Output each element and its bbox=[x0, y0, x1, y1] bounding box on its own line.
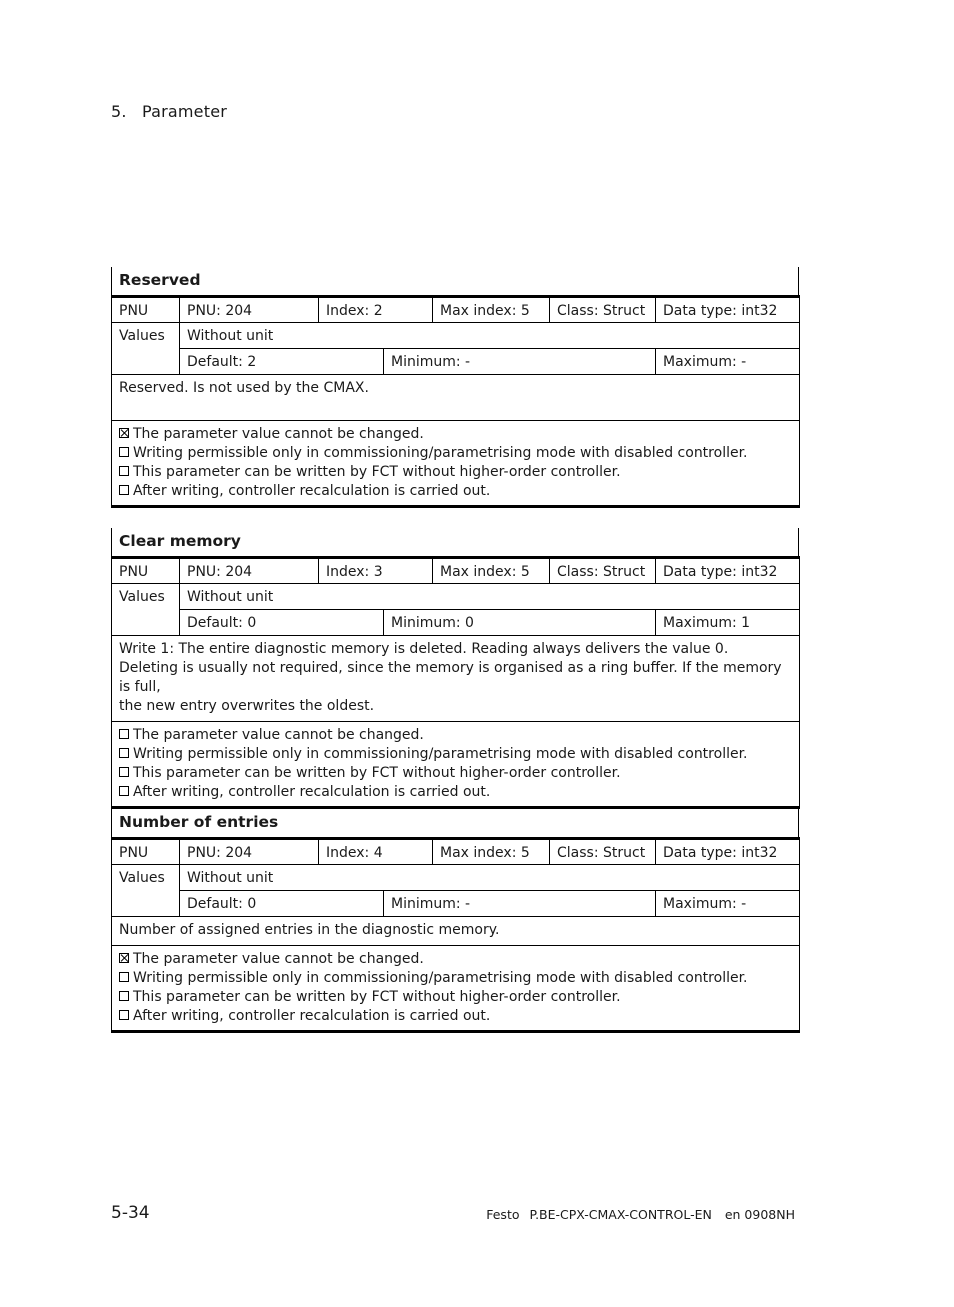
section-number: 5. bbox=[111, 102, 127, 121]
max-index-value: Max index: 5 bbox=[433, 297, 550, 323]
block-title: Clear memory bbox=[111, 528, 799, 556]
check-line bbox=[119, 950, 792, 969]
index-value: Index: 2 bbox=[319, 297, 433, 323]
pnu-label: PNU bbox=[112, 839, 180, 865]
document-id: P.BE-CPX-CMAX-CONTROL-EN bbox=[529, 1207, 712, 1222]
check-text: Writing permissible only in commissioning/parametrising mode with disabled controller. bbox=[133, 970, 748, 986]
unit-row bbox=[112, 865, 800, 891]
checkbox-icon bbox=[119, 767, 129, 777]
properties-row bbox=[112, 722, 800, 808]
check-text: The parameter value cannot be changed. bbox=[133, 426, 424, 442]
description-cell bbox=[112, 917, 800, 946]
checkbox-icon bbox=[119, 485, 129, 495]
edition: en 0908NH bbox=[724, 1207, 795, 1222]
properties-row bbox=[112, 946, 800, 1032]
check-text: The parameter value cannot be changed. bbox=[133, 951, 424, 967]
data-type-value: Data type: int32 bbox=[656, 297, 800, 323]
class-value: Class: Struct bbox=[550, 558, 656, 584]
parameter-block-clear-memory bbox=[111, 528, 799, 809]
check-line bbox=[119, 783, 792, 802]
minimum-value: Minimum: - bbox=[384, 891, 656, 917]
check-line bbox=[119, 969, 792, 988]
values-label: Values bbox=[112, 584, 180, 636]
check-line bbox=[119, 764, 792, 783]
checkbox-icon bbox=[119, 729, 129, 739]
class-value: Class: Struct bbox=[550, 839, 656, 865]
check-line bbox=[119, 726, 792, 745]
pnu-row bbox=[112, 297, 800, 323]
unit-value: Without unit bbox=[180, 323, 800, 349]
page-number: 5-34 bbox=[111, 1203, 150, 1223]
check-line bbox=[119, 425, 792, 444]
checkbox-icon bbox=[119, 972, 129, 982]
description-line: Write 1: The entire diagnostic memory is deleted. Reading always delivers the value 0. bbox=[119, 641, 729, 657]
pnu-value: PNU: 204 bbox=[180, 558, 319, 584]
check-text: The parameter value cannot be changed. bbox=[133, 727, 424, 743]
parameter-block-reserved bbox=[111, 267, 799, 508]
maximum-value: Maximum: 1 bbox=[656, 610, 800, 636]
index-value: Index: 4 bbox=[319, 839, 433, 865]
description-cell bbox=[112, 375, 800, 421]
check-line bbox=[119, 444, 792, 463]
check-text: After writing, controller recalculation is carried out. bbox=[133, 1008, 491, 1024]
parameter-block-number-of-entries bbox=[111, 809, 799, 1033]
document-reference bbox=[480, 1207, 795, 1222]
checkbox-icon bbox=[119, 466, 129, 476]
section-title: Parameter bbox=[141, 102, 228, 121]
default-value: Default: 0 bbox=[180, 891, 384, 917]
values-label: Values bbox=[112, 323, 180, 375]
description-row bbox=[112, 917, 800, 946]
properties-cell bbox=[112, 722, 800, 808]
pnu-row bbox=[112, 839, 800, 865]
checkbox-icon bbox=[119, 447, 129, 457]
max-index-value: Max index: 5 bbox=[433, 839, 550, 865]
description-line: Deleting is usually not required, since the memory is organised as a ring buffer. If the memory is full, bbox=[119, 660, 782, 695]
publisher: Festo bbox=[486, 1207, 520, 1222]
section-heading bbox=[111, 102, 227, 121]
block-title: Number of entries bbox=[111, 809, 799, 837]
pnu-value: PNU: 204 bbox=[180, 297, 319, 323]
parameter-table bbox=[111, 295, 800, 508]
range-row bbox=[112, 891, 800, 917]
pnu-label: PNU bbox=[112, 558, 180, 584]
unit-value: Without unit bbox=[180, 584, 800, 610]
pnu-row bbox=[112, 558, 800, 584]
range-row bbox=[112, 349, 800, 375]
checkbox-icon bbox=[119, 1010, 129, 1020]
range-row bbox=[112, 610, 800, 636]
class-value: Class: Struct bbox=[550, 297, 656, 323]
default-value: Default: 0 bbox=[180, 610, 384, 636]
description-line: Reserved. Is not used by the CMAX. bbox=[119, 380, 369, 396]
description-line: Number of assigned entries in the diagnostic memory. bbox=[119, 922, 500, 938]
unit-row bbox=[112, 584, 800, 610]
description-row bbox=[112, 636, 800, 722]
data-type-value: Data type: int32 bbox=[656, 839, 800, 865]
checked-box-icon bbox=[119, 428, 129, 438]
data-type-value: Data type: int32 bbox=[656, 558, 800, 584]
unit-value: Without unit bbox=[180, 865, 800, 891]
check-line bbox=[119, 745, 792, 764]
parameter-table bbox=[111, 837, 800, 1033]
maximum-value: Maximum: - bbox=[656, 349, 800, 375]
properties-cell bbox=[112, 421, 800, 507]
properties-row bbox=[112, 421, 800, 507]
parameter-table bbox=[111, 556, 800, 809]
unit-row bbox=[112, 323, 800, 349]
description-line: the new entry overwrites the oldest. bbox=[119, 698, 375, 714]
default-value: Default: 2 bbox=[180, 349, 384, 375]
values-label: Values bbox=[112, 865, 180, 917]
check-text: This parameter can be written by FCT without higher-order controller. bbox=[133, 464, 621, 480]
check-text: After writing, controller recalculation is carried out. bbox=[133, 784, 491, 800]
checked-box-icon bbox=[119, 953, 129, 963]
pnu-label: PNU bbox=[112, 297, 180, 323]
index-value: Index: 3 bbox=[319, 558, 433, 584]
pnu-value: PNU: 204 bbox=[180, 839, 319, 865]
check-line bbox=[119, 988, 792, 1007]
minimum-value: Minimum: - bbox=[384, 349, 656, 375]
check-text: After writing, controller recalculation is carried out. bbox=[133, 483, 491, 499]
block-title: Reserved bbox=[111, 267, 799, 295]
description-cell bbox=[112, 636, 800, 722]
check-text: Writing permissible only in commissioning/parametrising mode with disabled controller. bbox=[133, 445, 748, 461]
check-line bbox=[119, 463, 792, 482]
checkbox-icon bbox=[119, 786, 129, 796]
check-line bbox=[119, 482, 792, 501]
checkbox-icon bbox=[119, 748, 129, 758]
check-text: This parameter can be written by FCT without higher-order controller. bbox=[133, 989, 621, 1005]
check-text: This parameter can be written by FCT without higher-order controller. bbox=[133, 765, 621, 781]
max-index-value: Max index: 5 bbox=[433, 558, 550, 584]
description-row bbox=[112, 375, 800, 421]
maximum-value: Maximum: - bbox=[656, 891, 800, 917]
check-line bbox=[119, 1007, 792, 1026]
check-text: Writing permissible only in commissioning/parametrising mode with disabled controller. bbox=[133, 746, 748, 762]
minimum-value: Minimum: 0 bbox=[384, 610, 656, 636]
properties-cell bbox=[112, 946, 800, 1032]
checkbox-icon bbox=[119, 991, 129, 1001]
